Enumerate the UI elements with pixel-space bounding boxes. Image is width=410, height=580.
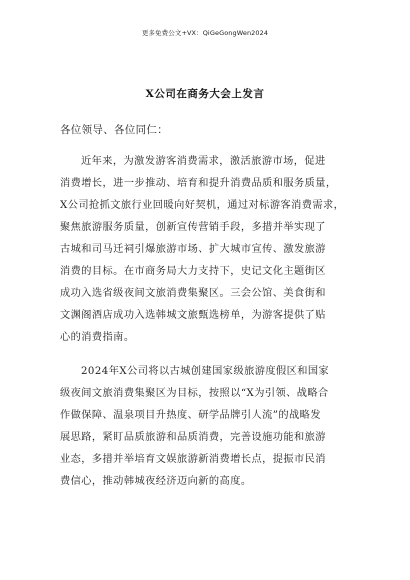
header-note: 更多免费公文+VX：QiGeGongWen2024 xyxy=(141,29,269,37)
paragraph-line: 消费增长，进一步推动、培育和提升消费品质和服务质量， xyxy=(60,178,337,189)
paragraph-line: 古城和司马迁祠引爆旅游市场、扩大城市宣传、激发旅游 xyxy=(60,244,326,255)
paragraph-line: 文渊阁酒店成功入选韩城文旅甄选榜单，为游客提供了贴 xyxy=(60,310,326,321)
paragraph-line: 消费的目标。在市商务局大力支持下，史记文化主题街区 xyxy=(60,266,326,277)
paragraph-line: 费信心，推动韩城夜经济迈向新的高度。 xyxy=(60,476,252,487)
paragraph-line: 业态，多措并举培育文娱旅游新消费增长点，提振市民消 xyxy=(60,454,326,465)
paragraph-line: 聚焦旅游服务质量，创新宣传营销手段，多措并举实现了 xyxy=(60,222,326,233)
paragraph-line: 作做保障、温泉项目升热度、研学品牌引人流”的战略发 xyxy=(60,410,321,421)
paragraph-line: 级夜间文旅消费集聚区为目标，按照以“X为引领、战略合 xyxy=(60,388,329,399)
paragraph-line: 心的消费指南。 xyxy=(60,332,135,343)
paragraph-line: 近年来，为激发游客消费需求，激活旅游市场，促进 xyxy=(81,156,326,167)
paragraph-line: X公司抢抓文旅行业回暖向好契机，通过对标游客消费需求， xyxy=(60,200,345,211)
paragraph-1 xyxy=(60,151,360,349)
paragraph-line: 2024年X公司将以古城创建国家级旅游度假区和国家 xyxy=(81,366,330,377)
salutation: 各位领导、各位同仁： xyxy=(60,124,168,136)
paragraph-line: 展思路，紧盯品质旅游和品质消费，完善设施功能和旅游 xyxy=(60,432,326,443)
document-title: X公司在商务大会上发言 xyxy=(145,88,265,100)
paragraph-2 xyxy=(60,361,360,493)
paragraph-line: 成功入选省级夜间文旅消费集聚区。三会公馆、美食街和 xyxy=(60,288,326,299)
